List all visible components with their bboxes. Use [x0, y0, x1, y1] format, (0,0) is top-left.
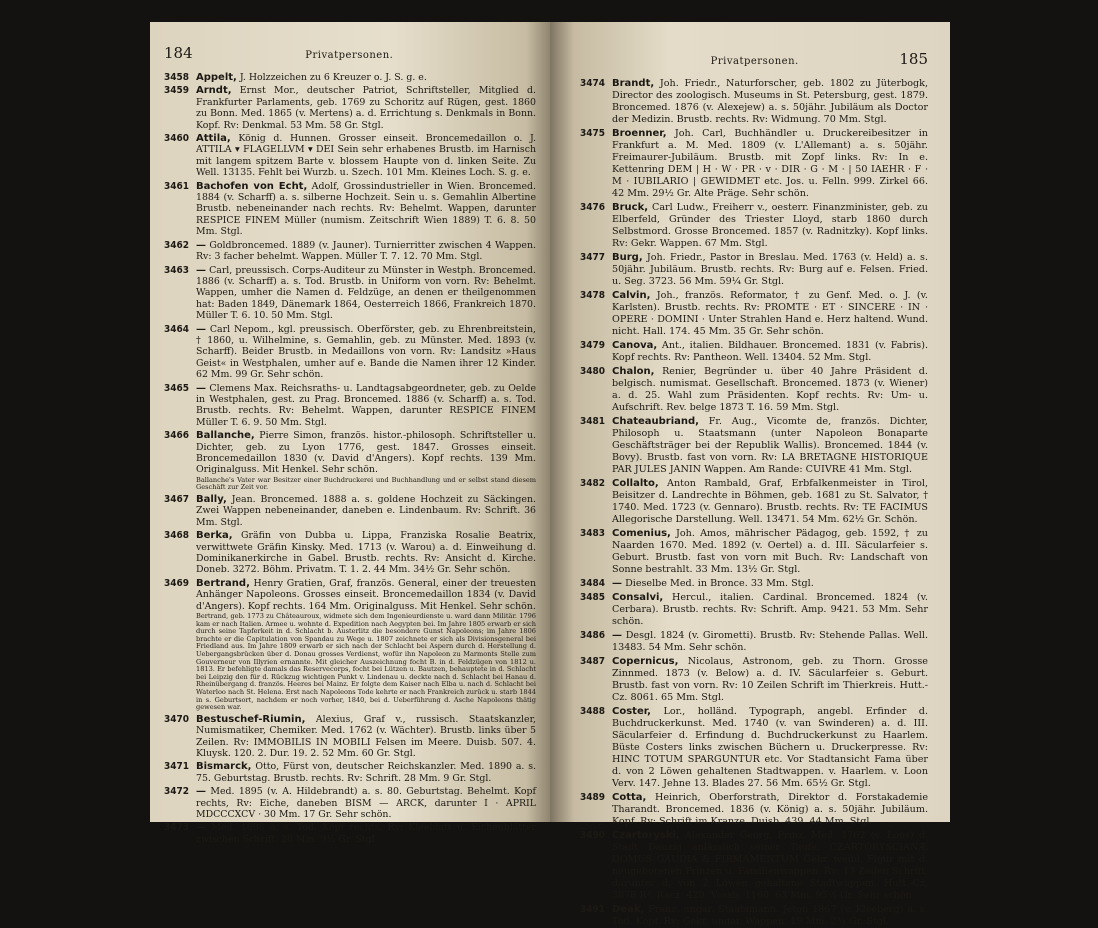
entry-number: 3462	[164, 239, 190, 251]
entry-body	[196, 822, 536, 845]
entry-body	[612, 252, 928, 288]
entry-text: Lor., holländ. Typograph, angebl. Erfinder d. Buchdruckerkunst. Med. 1740 (v. van Swinderen) a. d. III. Säcularfeier d. Erfindung d. Buchdruckerkunst zu Haarlem. Büste Costers links zwischen Büchern u. Druckerpresse. Rv: HINC TOTUM SPARGUNTUR etc. Vor Stadtansicht Fama über d. von 2 Löwen gehaltenen Stadtwappen. v. Haarlem. v. Loon Verv. 147. Jehne 13. Blades 27. 56 Mm. 65½ Gr. Stgl.	[612, 706, 928, 789]
entry-number: 3488	[580, 706, 606, 717]
entry-name: —	[612, 630, 622, 641]
entry-number: 3470	[164, 713, 190, 725]
entry-number: 3459	[164, 85, 190, 97]
entry-name: Deak,	[612, 904, 645, 915]
entry-text: Jean. Broncemed. 1888 a. s. goldene Hochzeit zu Säckingen. Zwei Wappen nebeneinander, daneben e. Lindenbaum. Rv: Schrift. 36 Mm. Stgl.	[196, 494, 536, 528]
left-catalogue-entries	[164, 72, 536, 845]
entry-name: Attila,	[196, 133, 231, 145]
entry-text: Ant., italien. Bildhauer. Broncemed. 1831 (v. Fabris). Kopf rechts. Rv: Pantheon. Well. 13404. 52 Mm. Stgl.	[612, 340, 928, 363]
entry-number: 3487	[580, 656, 606, 667]
entry-number: 3466	[164, 430, 190, 442]
entry-number: 3469	[164, 577, 190, 589]
entry-text: Ernst Mor., deutscher Patriot, Schriftsteller, Mitglied d. Frankfurter Parlaments, geb. 1769 zu Schoritz auf Rügen, gest. 1860 zu Bonn. Med. 1865 (v. Mertens) a. d. Errichtung s. Denkmals in Bonn. Kopf. Rv: Denkmal. 53 Mm. 58 Gr. Stgl.	[196, 85, 536, 131]
entry-number: 3461	[164, 180, 190, 192]
entry-body	[612, 706, 928, 790]
entry-number: 3468	[164, 530, 190, 542]
entry-body	[196, 240, 536, 263]
right-page-number: 185	[899, 50, 928, 68]
entry-body	[612, 904, 928, 928]
catalogue-entry	[164, 494, 536, 528]
entry-number: 3491	[580, 904, 606, 915]
entry-text: Otto, Fürst von, deutscher Reichskanzler. Med. 1890 a. s. 75. Geburtstag. Brustb. rechts. Rv: Schrift. 28 Mm. 9 Gr. Stgl.	[196, 761, 536, 784]
entry-text: Pierre Simon, französ. histor.-philosoph. Schriftsteller u. Dichter, geb. zu Lyon 1776, gest. 1847. Grosses einseit. Broncemedaillon 1830 (v. David d'Angers). Kopf rechts. 139 Mm. Originalguss. Mit Henkel. Sehr schön.	[196, 430, 536, 476]
catalogue-entry	[580, 528, 928, 576]
entry-body	[196, 578, 536, 712]
entry-body	[612, 416, 928, 476]
book-spread	[150, 22, 950, 927]
entry-text: Carl Ludw., Freiherr v., oesterr. Finanzminister, geb. zu Elberfeld, Gründer des Triester Lloyd, starb 1860 durch Selbstmord. Grosse Broncemed. 1857 (v. Radnitzky). Kopf links. Rv: Gekr. Wappen. 67 Mm. Stgl.	[612, 202, 928, 249]
catalogue-entry	[580, 830, 928, 902]
catalogue-entry	[164, 85, 536, 131]
catalogue-entry	[164, 786, 536, 820]
entry-text: Alexander Georg, Prinz. Med. 1762 (v. Loos) d. Stadt Danzig anlässlich seiner Taufe. CZARTORYSCIANÆ DOMUS GAUDIA & FIRMAMENTUM Gekr. weibl. Figur mit d. neugeborenen Prinzen u. Familienwappen. Rv: 13 Zeilen Schrift, darunter d. von 2 Löwen gehaltene Stadtwappen. Hutt.-Cz. 3878 R². Racz. 420. Vossb. 1160. 63 Mm. 95½ Gr. Sehr schön.	[612, 830, 928, 901]
entry-name: Collalto,	[612, 478, 659, 489]
catalogue-entry	[580, 656, 928, 704]
catalogue-entry	[164, 133, 536, 179]
entry-text: Hercul., italien. Cardinal. Broncemed. 1824 (v. Cerbara). Brustb. rechts. Rv: Schrift. Amp. 9421. 53 Mm. Sehr schön.	[612, 592, 928, 627]
entry-name: Canova,	[612, 340, 658, 351]
entry-name: Coster,	[612, 706, 651, 717]
entry-text: Fr. Aug., Vicomte de, französ. Dichter, Philosoph u. Staatsmann (unter Napoleon Bonaparte Geschäftsträger bei der Republik Wallis). Broncemed. 1844 (v. Bovy). Brustb. fast von vorn. Rv: LA BRETAGNE HISTORIQUE PAR JULES JANIN Wappen. Am Rande: CUIVRE 41 Mm. Stgl.	[612, 416, 928, 475]
entry-number: 3483	[580, 528, 606, 539]
entry-text: Clemens Max. Reichsraths- u. Landtagsabgeordneter, geb. zu Oelde in Westphalen, gest. zu Prag. Broncemed. 1886 (v. Scharff) a. s. Tod. Brustb. rechts. Rv: Behelmt. Wappen, darunter RESPICE FINEM Müller T. 6. 9. 50 Mm. Stgl.	[196, 382, 537, 428]
entry-number: 3476	[580, 202, 606, 213]
catalogue-entry	[164, 181, 536, 238]
entry-number: 3475	[580, 128, 606, 139]
entry-number: 3464	[164, 323, 190, 335]
entry-body	[612, 340, 928, 364]
entry-body	[612, 366, 928, 414]
entry-text: Med. 1898 a. s. Tod. Kopf rechts. Rv: Kleeblatt u. Eichenblätter zwischen Schrift. 28 Mm. 9½ Gr. Stgl.	[196, 822, 537, 845]
catalogue-entry	[580, 78, 928, 126]
entry-text: Joh. Friedr., Pastor in Breslau. Med. 1763 (v. Held) a. s. 50jähr. Jubiläum. Brustb. rechts. Rv: Burg auf e. Felsen. Fried. u. Seg. 3723. 56 Mm. 59¼ Gr. Stgl.	[612, 252, 928, 287]
left-page-number: 184	[164, 44, 193, 62]
entry-text: Alexius, Graf v., russisch. Staatskanzler, Numismatiker, Chemiker. Med. 1762 (v. Wächter). Brustb. links über 5 Zeilen. Rv: IMMOBILIS IN MOBILI Felsen im Meere. Duisb. 507. 4. Kluysk. 120. 2. Dur. 19. 2. 52 Mm. 60 Gr. Stgl.	[196, 713, 536, 759]
entry-text: Heinrich, Oberforstrath, Direktor d. Forstakademie Tharandt. Broncemed. 1836 (v. König) a. s. 50jähr. Jubiläum. Kopf. Rv: Schrift im Kranze. Duisb. 439. 44 Mm. Stgl.	[612, 792, 928, 827]
catalogue-entry	[580, 290, 928, 338]
entry-name: Berka,	[196, 530, 233, 542]
entry-number: 3458	[164, 72, 190, 83]
catalogue-entry	[580, 706, 928, 790]
entry-body	[196, 714, 536, 760]
catalogue-entry	[580, 630, 928, 654]
entry-name: Broenner,	[612, 128, 667, 139]
entry-name: Bruck,	[612, 202, 649, 213]
entry-number: 3474	[580, 78, 606, 89]
entry-text: Desgl. 1824 (v. Girometti). Brustb. Rv: Stehende Pallas. Well. 13483. 54 Mm. Sehr schön.	[612, 630, 928, 653]
entry-body	[196, 383, 536, 429]
entry-body	[196, 85, 536, 131]
catalogue-entry	[580, 340, 928, 364]
catalogue-entry	[580, 252, 928, 288]
catalogue-entry	[164, 324, 536, 381]
entry-body	[612, 528, 928, 576]
entry-body	[196, 265, 536, 322]
entry-text: Henry Gratien, Graf, französ. General, einer der treuesten Anhänger Napoleons. Grosses einseit. Broncemedaillon 1834 (v. David d'Angers). Kopf rechts. 164 Mm. Originalguss. Mit Henkel. Sehr schön.	[196, 577, 536, 612]
entry-body	[196, 181, 536, 238]
entry-body	[196, 530, 536, 576]
entry-text: König d. Hunnen. Grosser einseit. Broncemedaillon o. J. ATTILA ▾ FLAGELLVM ▾ DEI Sein sehr erhabenes Brustb. im Harnisch mit langem spitzem Barte v. blossem Haupte von d. linken Seite. Zu Well. 13135. Fehlt bei Wurzb. u. Szech. 101 Mm. Kleines Loch. S. g. e.	[196, 133, 536, 179]
catalogue-entry	[580, 592, 928, 628]
entry-text: J. Holzzeichen zu 6 Kreuzer o. J. S. g. e.	[239, 72, 427, 83]
entry-text: Dieselbe Med. in Bronce. 33 Mm. Stgl.	[625, 578, 814, 589]
entry-name: Bestuschef-Riumin,	[196, 713, 306, 725]
entry-number: 3467	[164, 494, 190, 505]
left-running-head	[164, 44, 536, 62]
entry-number: 3485	[580, 592, 606, 603]
entry-number: 3471	[164, 761, 190, 773]
entry-name: —	[196, 822, 206, 834]
entry-name: Comenius,	[612, 528, 671, 539]
catalogue-entry	[580, 366, 928, 414]
entry-number: 3473	[164, 822, 190, 834]
entry-name: Arndt,	[196, 85, 232, 97]
entry-text: Gräfin von Dubba u. Lippa, Franziska Rosalie Beatrix, verwittwete Gräfin Kinsky. Med. 1713 (v. Warou) a. d. Einweihung d. Dominikanerkirche in Gabel. Brustb. rechts. Rv: Ansicht d. Kirche. Doneb. 3272. Böhm. Privatm. T. 1. 2. 44 Mm. 34½ Gr. Sehr schön.	[196, 530, 536, 576]
entry-body	[612, 830, 928, 902]
entry-body	[196, 324, 536, 381]
entry-body	[196, 430, 536, 492]
entry-name: Bertrand,	[196, 577, 250, 589]
entry-name: Chateaubriand,	[612, 416, 699, 427]
entry-body	[196, 494, 536, 528]
entry-name: Bachofen von Echt,	[196, 180, 308, 192]
entry-name: —	[196, 264, 206, 276]
entry-body	[612, 290, 928, 338]
catalogue-entry	[164, 578, 536, 712]
entry-text: Renier, Begründer u. über 40 Jahre Präsident d. belgisch. numismat. Gesellschaft. Broncemed. 1873 (v. Wiener) a. d. 25. Wahl zum Präsidenten. Kopf rechts. Rv: Um- u. Aufschrift. Rev. belge 1873 T. 16. 59 Mm. Stgl.	[612, 366, 928, 413]
entry-name: Czartoryski,	[612, 830, 680, 841]
entry-footnote: Bertrand, geb. 1773 zu Châteauroux, widmete sich dem Ingenieurdienste u. ward dann Militär. 1796 kam er nach Italien. Armee u. wohnte d. Expedition nach Aegypten bei. Im Jahre 1805 erwarb er sich durch seine Tapferkeit in d. Schlacht b. Austerlitz die besondere Gunst Napoleons; im Jahre 1806 brachte er die Capitulation von Spandau zu Wege u. 1807 zeichnete er sich als Divisionsgeneral bei Friedland aus. Im Jahre 1809 erwarb er sich nach der Schlacht bei Aspern durch d. Herstellung d. Uebergangsbrücken über d. Donau grosses Verdienst, wofür ihn Napoleon zu Marmonts Stelle zum Gouverneur von Illyrien ernannte. Mit gleicher Auszeichnung focht B. in d. Feldzügen von 1812 u. 1813. Er befehligte damals das Reservecorps, focht bei Lützen u. Bautzen, behauptete in d. Schlacht bei Leipzig den für d. Rückzug wichtigen Punkt v. Lindenau u. deckte nach d. Schlacht bei Hanau d. Rheinübergang d. französ. Heeres bei Mainz. Er folgte dem Kaiser nach Elba u. nach d. Schlacht bei Waterloo nach St. Helena. Erst nach Napoleons Tode kehrte er nach Frankreich zurück u. starb 1844 in s. Geburtsort, nachdem er noch vorher, 1840, bei d. Ueberführung d. Asche Napoleons thätig gewesen war.	[196, 612, 536, 712]
entry-number: 3481	[580, 416, 606, 427]
catalogue-entry	[164, 72, 536, 83]
catalogue-entry	[164, 714, 536, 760]
entry-body	[612, 78, 928, 126]
entry-text: Goldbroncemed. 1889 (v. Jauner). Turnierritter zwischen 4 Wappen. Rv: 3 facher behelmt. Wappen. Müller T. 7. 12. 70 Mm. Stgl.	[196, 239, 536, 263]
entry-body	[612, 578, 928, 590]
entry-text: Nicolaus, Astronom, geb. zu Thorn. Grosse Zinnmed. 1873 (v. Below) a. d. IV. Säcularfeier s. Geburt. Brustb. fast von vorn. Rv: 10 Zeilen Schrift im Thierkreis. Hutt.-Cz. 8061. 65 Mm. Stgl.	[612, 656, 928, 703]
entry-name: Consalvi,	[612, 592, 664, 603]
entry-number: 3460	[164, 133, 190, 145]
entry-text: Carl, preussisch. Corps-Auditeur zu Münster in Westph. Broncemed. 1886 (v. Scharff) a. s. Tod. Brustb. in Uniform von vorn. Rv: Behelmt. Wappen, umher die Namen d. Feldzüge, an denen er theilgenommen hat: Baden 1849, Dänemark 1864, Oesterreich 1866, Frankreich 1870. Müller T. 6. 10. 50 Mm. Stgl.	[196, 264, 536, 322]
catalogue-entry	[580, 478, 928, 526]
entry-name: —	[196, 323, 206, 335]
entry-number: 3486	[580, 630, 606, 641]
entry-name: —	[196, 382, 206, 394]
right-running-title: Privatpersonen.	[710, 56, 799, 67]
catalogue-entry	[580, 416, 928, 476]
entry-number: 3480	[580, 366, 606, 377]
entry-name: Burg,	[612, 252, 643, 263]
entry-number: 3478	[580, 290, 606, 301]
entry-text: Joh., französ. Reformator, † zu Genf. Med. o. J. (v. Karlsten). Brustb. rechts. Rv: PROMTE · ET · SINCERE · IN · OPERE · DOMINI · Unter Strahlen Hand e. Herz haltend. Wund. nicht. Hall. 174. 45 Mm. 35 Gr. Sehr schön.	[612, 290, 928, 337]
entry-number: 3463	[164, 264, 190, 276]
entry-number: 3490	[580, 830, 606, 841]
entry-body	[612, 202, 928, 250]
entry-name: —	[196, 239, 206, 251]
entry-name: Brandt,	[612, 78, 655, 89]
entry-number: 3484	[580, 578, 606, 589]
left-page	[150, 22, 550, 845]
catalogue-entry	[580, 128, 928, 200]
catalogue-entry	[580, 202, 928, 250]
catalogue-entry	[164, 383, 536, 429]
entry-name: Bally,	[196, 494, 227, 505]
entry-text: Franz, ungar. Staatsmann. Jeton 1867 (v. Kleeberg) a. s. Tod. Kopf. Rv: Gekr. ungar. Wappen. 19 Mm. 2¾ Gr. Stgl.	[612, 904, 928, 927]
entry-body	[196, 786, 536, 820]
catalogue-entry	[164, 822, 536, 845]
entry-footnote: Ballanche's Vater war Besitzer einer Buchdruckerei und Buchhandlung und er selbst stand diesem Geschäft zur Zeit vor.	[196, 475, 536, 492]
entry-name: —	[196, 786, 206, 798]
catalogue-entry	[164, 430, 536, 492]
entry-body	[196, 133, 536, 179]
entry-text: Anton Rambald, Graf, Erbfalkenmeister in Tirol, Beisitzer d. Landrechte in Böhmen, geb. 1681 zu St. Salvator, † 1740. Med. 1723 (v. Gennaro). Brustb. rechts. Rv: TE FACIMUS Allegorische Darstellung. Well. 13471. 54 Mm. 62½ Gr. Schön.	[612, 478, 928, 525]
entry-text: Joh. Carl, Buchhändler u. Druckereibesitzer in Frankfurt a. M. Med. 1809 (v. L'Allemant) a. s. 50jähr. Freimaurer-Jubiläum. Brustb. mit Zopf links. Rv: In e. Kettenring DEM | H · W · PR · v · DIR · G · M · | 50 IAEHR · F · M · IUBILARIO | GEWIDMET etc. Jos. u. Felln. 999. Zirkel 66. 42 Mm. 29½ Gr. Alte Präge. Sehr schön.	[612, 128, 928, 199]
entry-name: Chalon,	[612, 366, 655, 377]
catalogue-entry	[164, 530, 536, 576]
entry-body	[612, 792, 928, 828]
catalogue-entry	[580, 578, 928, 590]
left-running-title: Privatpersonen.	[305, 50, 394, 61]
entry-name: Calvin,	[612, 290, 651, 301]
entry-body	[612, 630, 928, 654]
entry-name: Copernicus,	[612, 656, 679, 667]
catalogue-entry	[580, 904, 928, 928]
entry-text: Joh. Amos, mährischer Pädagog, geb. 1592, † zu Naarden 1670. Med. 1892 (v. Oertel) a. d. III. Säcularfeier s. Geburt. Brustb. fast von vorn mit Buch. Rv: Landschaft von Sonne bestrahlt. 33 Mm. 13½ Gr. Stgl.	[612, 528, 928, 575]
catalogue-entry	[580, 792, 928, 828]
entry-name: Cotta,	[612, 792, 647, 803]
entry-number: 3479	[580, 340, 606, 351]
entry-number: 3489	[580, 792, 606, 803]
catalogue-entry	[164, 240, 536, 263]
entry-text: Med. 1895 (v. A. Hildebrandt) a. s. 80. Geburtstag. Behelmt. Kopf rechts, Rv: Eiche, daneben BISM — ARCK, darunter I · APRIL MDCCCXCV · 30 Mm. 17 Gr. Sehr schön.	[196, 786, 536, 821]
entry-number: 3482	[580, 478, 606, 489]
right-page	[550, 22, 950, 927]
catalogue-entry	[164, 761, 536, 784]
entry-name: Appelt,	[196, 72, 237, 83]
entry-body	[612, 128, 928, 200]
entry-name: Bismarck,	[196, 761, 252, 773]
entry-number: 3477	[580, 252, 606, 263]
entry-name: Ballanche,	[196, 430, 255, 442]
entry-number: 3472	[164, 786, 190, 798]
entry-text: Adolf, Grossindustrieller in Wien. Broncemed. 1884 (v. Scharff) a. s. silberne Hochzeit. Sein u. s. Gemahlin Albertine Brustb. nebeneinander nach rechts. Rv: Behelmt. Wappen, darunter RESPICE FINEM Müller (numism. Zeitschrift Wien 1889) T. 6. 8. 50 Mm. Stgl.	[196, 180, 537, 238]
entry-text: Joh. Friedr., Naturforscher, geb. 1802 zu Jüterbogk, Director des zoologisch. Museums in St. Petersburg, gest. 1879. Broncemed. 1876 (v. Alexejew) a. s. 50jähr. Jubiläum als Doctor der Medizin. Brustb. rechts. Rv: Widmung. 70 Mm. Stgl.	[612, 78, 928, 125]
catalogue-entry	[164, 265, 536, 322]
entry-body	[196, 761, 536, 784]
entry-number: 3465	[164, 382, 190, 394]
entry-body	[196, 72, 536, 83]
entry-body	[612, 592, 928, 628]
right-catalogue-entries	[580, 78, 928, 928]
entry-body	[612, 478, 928, 526]
entry-name: —	[612, 578, 622, 589]
entry-text: Carl Nepom., kgl. preussisch. Oberförster, geb. zu Ehrenbreitstein, † 1860, u. Wilhelmine, s. Gemahlin, geb. zu Münster. Med. 1893 (v. Scharff). Beider Brustb. in Medaillons von vorn. Rv: Landsitz »Haus Geist« in Westphalen, umher auf e. Bande die Namen ihrer 12 Kinder. 62 Mm. 99 Gr. Sehr schön.	[196, 323, 537, 381]
entry-body	[612, 656, 928, 704]
right-running-head	[580, 50, 928, 68]
